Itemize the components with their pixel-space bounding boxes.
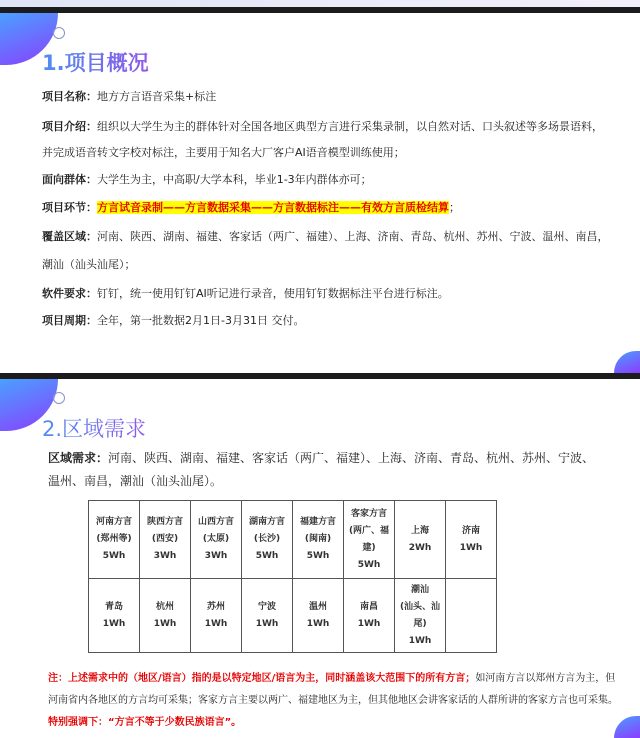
table-cell: [446, 501, 497, 579]
note-text: 注：上述需求中的（地区/语言）指的是以特定地区/语言为主，同时涵盖该大范围下的所有方言；如河南方言以郑州方言为主，但河南省内各地区的方言均可采集；客家方言主要以两广、福建地区为主，但其他地区会讲客家话的人群所讲的客家方言也可采集。特别强调下：“方言不等于少数民族语言”。: [48, 673, 618, 728]
cell-line: 1Wh: [459, 542, 483, 553]
region-demand: 区域需求：河南、陕西、湖南、福建、客家话（两广、福建）、上海、济南、青岛、杭州、苏州、宁波、: [48, 451, 595, 465]
project-intro-cont: 并完成语音转文字校对标注，主要用于知名大厂客户AI语音模型训练使用；: [42, 146, 405, 159]
slide-divider: [0, 373, 640, 379]
region-quota-table: [88, 500, 497, 653]
region-demand-cont: 温州、南昌，潮汕（汕头汕尾）。: [48, 474, 223, 488]
cell-line: 1Wh: [306, 618, 330, 629]
top-strip: [0, 0, 640, 7]
cell-line: (太原): [202, 534, 230, 544]
cell-line: 宁波: [257, 601, 276, 612]
cell-line: 建): [362, 542, 376, 553]
cell-line: 河南方言: [95, 517, 132, 527]
cell-line: 尾): [413, 618, 427, 629]
slide-title: 2.区域需求: [42, 413, 146, 443]
coverage-region-cont: 潮汕（汕头汕尾）；: [42, 258, 136, 271]
cell-line: 5Wh: [357, 559, 381, 570]
table-cell: [191, 579, 242, 653]
software-req: 软件要求：钉钉，统一使用钉钉AI听记进行录音，使用钉钉数据标注平台进行标注。: [42, 287, 449, 300]
project-period: 项目周期：全年，第一批数据2月1日-3月31日 交付。: [42, 314, 305, 327]
slide-divider: [0, 7, 640, 13]
table-cell: [242, 501, 293, 579]
cell-line: 杭州: [155, 601, 174, 612]
cell-line: 上海: [410, 525, 429, 536]
cell-line: 苏州: [206, 601, 225, 612]
table-cell: [140, 501, 191, 579]
cell-line: 青岛: [104, 601, 123, 612]
project-stages: 项目环节：方言试音录制——方言数据采集——方言数据标注——有效方言质检结算；: [42, 201, 460, 214]
cell-line: 5Wh: [102, 551, 126, 561]
cell-line: 3Wh: [204, 551, 228, 561]
table-cell: [191, 501, 242, 579]
cell-line: 1Wh: [408, 635, 432, 646]
table-cell: [446, 579, 497, 653]
cell-line: 1Wh: [102, 618, 126, 629]
table-cell: [242, 579, 293, 653]
cell-line: 1Wh: [255, 618, 279, 629]
table-cell: [140, 579, 191, 653]
table-cell: [344, 579, 395, 653]
cell-line: 1Wh: [357, 618, 381, 629]
cell-line: 湖南方言: [248, 517, 285, 527]
cell-line: (郑州等): [96, 534, 132, 544]
decor-circle: [53, 27, 65, 39]
table-cell: [395, 579, 446, 653]
slide-title: 1.项目概况: [42, 47, 149, 77]
cell-line: 温州: [308, 601, 327, 612]
project-name: 项目名称：地方方言语音采集+标注: [42, 90, 217, 103]
table-row: [89, 579, 497, 653]
cell-line: 济南: [461, 525, 480, 536]
cell-line: (长沙): [253, 534, 281, 544]
cell-line: 客家方言: [350, 508, 387, 519]
cell-line: 5Wh: [255, 551, 279, 561]
table-row: [89, 501, 497, 579]
cell-line: 南昌: [359, 601, 378, 612]
table-cell: [344, 501, 395, 579]
cell-line: 山西方言: [197, 517, 234, 527]
cell-line: 3Wh: [153, 551, 177, 561]
cell-line: 潮汕: [410, 584, 429, 595]
table-cell: [89, 501, 140, 579]
cell-line: (西安): [151, 534, 179, 544]
table-cell: [293, 501, 344, 579]
cell-line: 5Wh: [306, 551, 330, 561]
decor-wave-right: [614, 351, 640, 373]
cell-line: (汕头、汕: [399, 601, 441, 612]
table-cell: [89, 579, 140, 653]
cell-line: 福建方言: [299, 517, 336, 527]
cell-line: 1Wh: [204, 618, 228, 629]
cell-line: (闽南): [304, 534, 332, 544]
decor-circle: [53, 392, 65, 404]
table-cell: [395, 501, 446, 579]
cell-line: 1Wh: [153, 618, 177, 629]
project-audience: 面向群体：大学生为主，中高职/大学本科，毕业1-3年内群体亦可；: [42, 173, 372, 186]
coverage-region: 覆盖区域：河南、陕西、湖南、福建、客家话（两广、福建）、上海、济南、青岛、杭州、苏州、宁波、温州、南昌，: [42, 230, 609, 243]
cell-line: (两广、福: [348, 525, 390, 536]
cell-line: 陕西方言: [146, 517, 183, 527]
project-intro: 项目介绍：组织以大学生为主的群体针对全国各地区典型方言进行采集录制，以自然对话、口头叙述等多场景语料，: [42, 120, 603, 133]
cell-line: 2Wh: [408, 542, 432, 553]
table-cell: [293, 579, 344, 653]
